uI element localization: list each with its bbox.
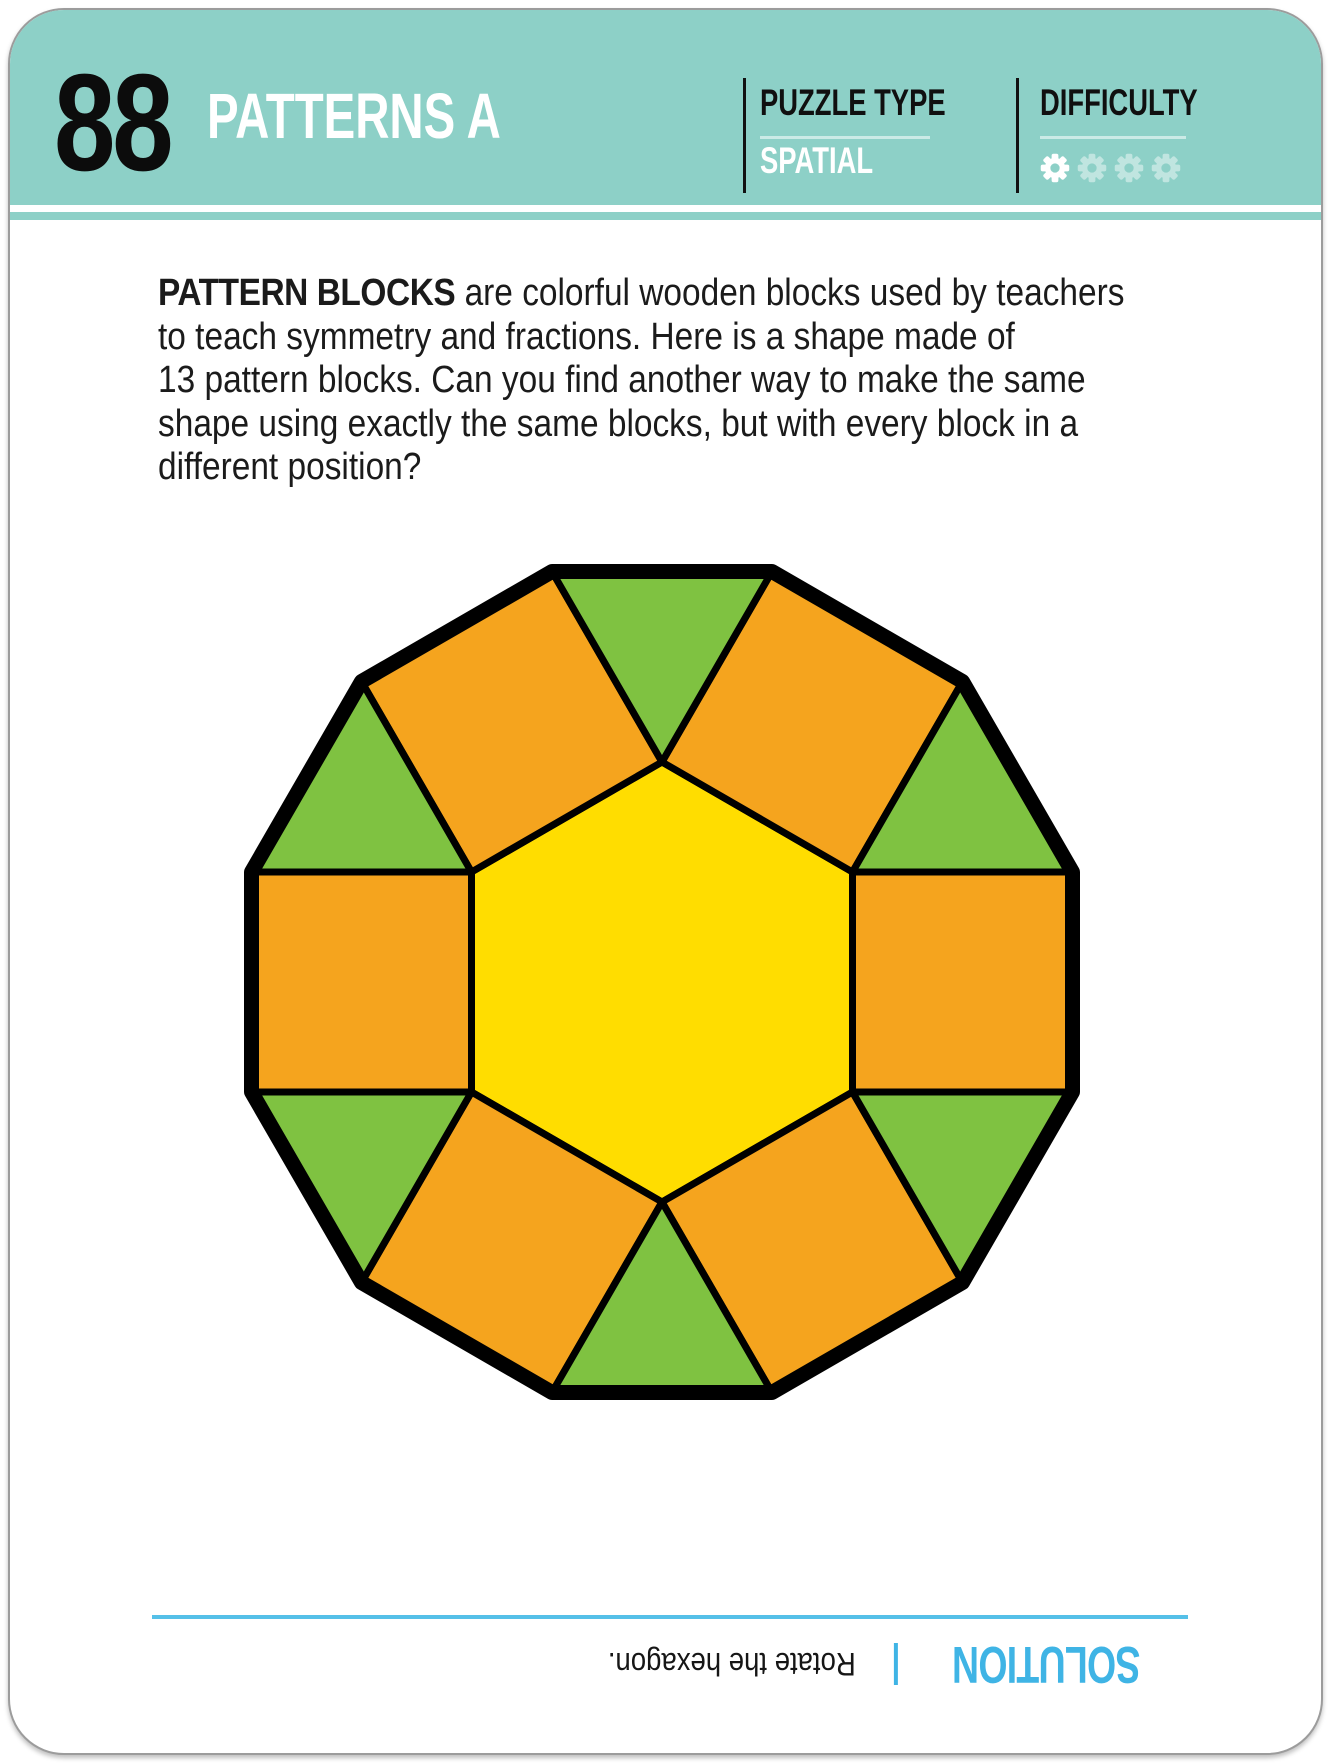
header-substripe bbox=[10, 212, 1321, 220]
difficulty-underline bbox=[1040, 136, 1186, 139]
puzzle-card bbox=[8, 8, 1323, 1755]
intro-lead-bold: PATTERN BLOCKS bbox=[158, 272, 456, 314]
intro-line: 13 pattern blocks. Can you find another way to make the same bbox=[158, 359, 1086, 401]
difficulty-gauge bbox=[1040, 151, 1181, 185]
pattern-block-triangle-bottom bbox=[552, 1202, 772, 1393]
pattern-block-square-lower-right bbox=[662, 1092, 963, 1393]
pattern-block-triangle-lower-right bbox=[853, 1092, 1073, 1283]
puzzle-type-underline bbox=[760, 136, 930, 139]
pattern-block-square-upper-left bbox=[362, 572, 663, 873]
difficulty-label: DIFFICULTY bbox=[1040, 82, 1198, 123]
intro-line bbox=[158, 272, 1124, 316]
puzzle-type-divider bbox=[743, 78, 746, 193]
puzzle-title: PATTERNS A bbox=[207, 80, 501, 152]
pattern-block-square-lower-left bbox=[362, 1092, 663, 1393]
pattern-block-triangle-lower-left bbox=[252, 1092, 472, 1283]
difficulty-divider bbox=[1016, 78, 1019, 193]
intro-paragraph bbox=[158, 272, 1124, 490]
pattern-block-hexagon-center bbox=[472, 762, 853, 1202]
pattern-block-square-upper-right bbox=[662, 572, 963, 873]
solution-label: SOLUTION bbox=[952, 1635, 1141, 1693]
pattern-block-triangle-upper-right bbox=[853, 682, 1073, 873]
intro-line: to teach symmetry and fractions. Here is a shape made of bbox=[158, 315, 1015, 358]
gear-icon bbox=[1040, 151, 1070, 185]
solution-bar-divider bbox=[894, 1643, 898, 1685]
gear-icon bbox=[1077, 151, 1107, 185]
solution-rule bbox=[152, 1615, 1188, 1619]
intro-line: shape using exactly the same blocks, but with every block in a bbox=[158, 402, 1079, 445]
puzzle-number: 88 bbox=[54, 46, 171, 200]
pattern-block-triangle-top bbox=[552, 572, 772, 763]
gear-icon bbox=[1114, 151, 1144, 185]
pattern-block-square-right bbox=[853, 872, 1073, 1092]
solution-block bbox=[588, 1635, 1177, 1693]
solution-text: Rotate the hexagon. bbox=[608, 1646, 857, 1682]
puzzle-type-value: SPATIAL bbox=[760, 140, 874, 181]
intro-line: different position? bbox=[158, 446, 422, 488]
dodecagon-outline bbox=[252, 572, 1073, 1393]
puzzle-type-label: PUZZLE TYPE bbox=[760, 82, 946, 123]
gear-icon bbox=[1151, 151, 1181, 185]
pattern-block-square-left bbox=[252, 872, 472, 1092]
pattern-block-triangle-upper-left bbox=[252, 682, 472, 873]
intro-line-text: are colorful wooden blocks used by teachers bbox=[455, 272, 1125, 314]
